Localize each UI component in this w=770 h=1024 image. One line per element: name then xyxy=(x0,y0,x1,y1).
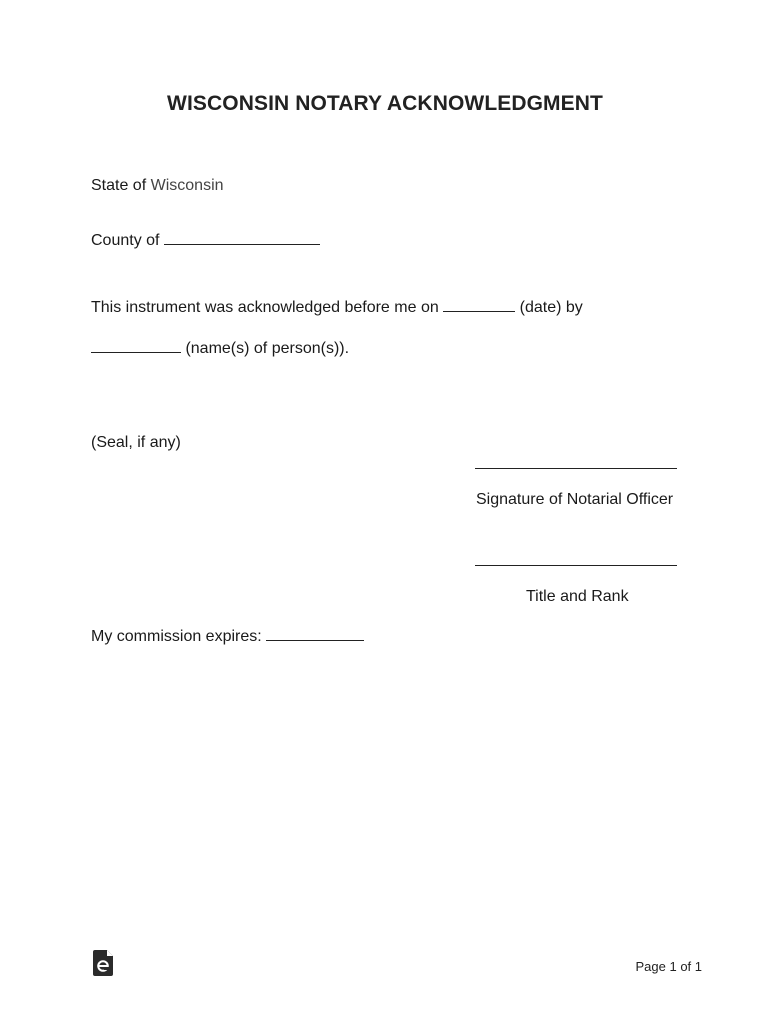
document-title: WISCONSIN NOTARY ACKNOWLEDGMENT xyxy=(167,92,603,115)
signature-line[interactable] xyxy=(475,468,677,469)
state-line xyxy=(91,176,224,196)
commission-line xyxy=(91,626,364,647)
commission-field[interactable] xyxy=(266,626,364,641)
date-hint: (date) by xyxy=(519,299,583,316)
eforms-logo-icon xyxy=(93,950,113,976)
instrument-text: This instrument was acknowledged before me on xyxy=(91,299,439,316)
seal-text: (Seal, if any) xyxy=(91,434,181,451)
names-hint: (name(s) of person(s)). xyxy=(185,340,350,357)
county-label: County of xyxy=(91,232,160,249)
state-field[interactable]: Wisconsin xyxy=(150,177,224,194)
names-field[interactable] xyxy=(91,338,181,353)
title-rank-caption: Title and Rank xyxy=(526,588,629,605)
commission-label: My commission expires: xyxy=(91,628,262,645)
acknowledgment-line-1 xyxy=(91,297,583,318)
date-field[interactable] xyxy=(443,297,515,312)
signature-caption: Signature of Notarial Officer xyxy=(476,491,674,508)
county-field[interactable] xyxy=(164,230,320,245)
state-label: State of xyxy=(91,177,147,194)
county-line xyxy=(91,230,320,251)
acknowledgment-line-2 xyxy=(91,338,349,359)
title-rank-line[interactable] xyxy=(475,565,677,566)
page-number: Page 1 of 1 xyxy=(635,959,702,974)
